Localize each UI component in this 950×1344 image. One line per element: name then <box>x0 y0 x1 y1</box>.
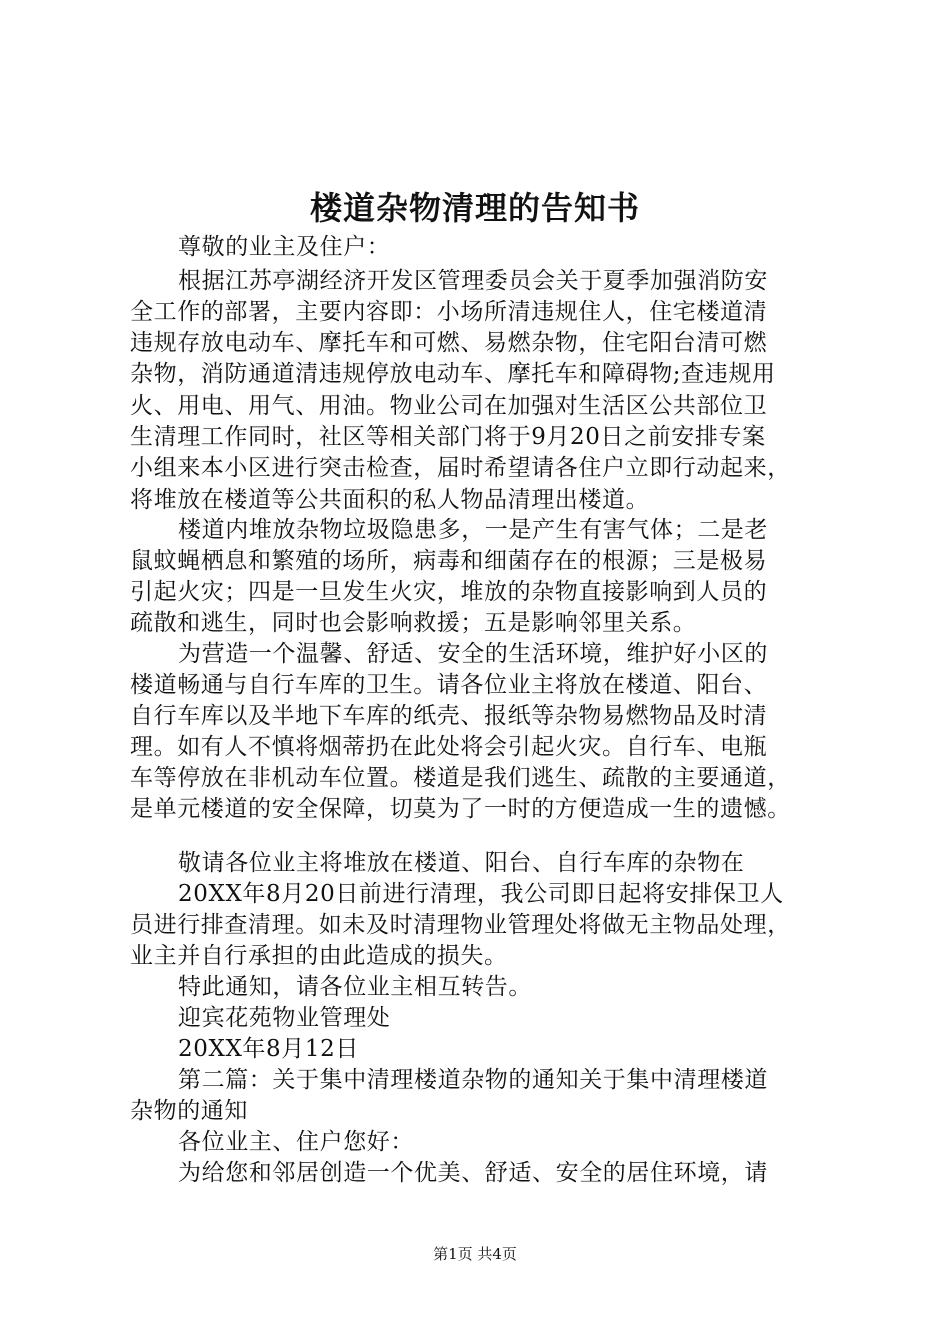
body-line: 将堆放在楼道等公共面积的私人物品清理出楼道。 <box>130 487 650 513</box>
body-line: 理。如有人不慎将烟蒂扔在此处将会引起火灾。自行车、电瓶 <box>130 734 768 760</box>
body-line: 疏散和逃生，同时也会影响救援；五是影响邻里关系。 <box>130 610 697 636</box>
body-line: 引起火灾；四是一旦发生火灾，堆放的杂物直接影响到人员的 <box>130 579 768 605</box>
body-line: 小组来本小区进行突击检查，届时希望请各住户立即行动起来， <box>130 455 791 481</box>
body-line: 违规存放电动车、摩托车和可燃、易燃杂物，住宅阳台清可燃 <box>130 330 768 356</box>
body-line: 楼道内堆放杂物垃圾隐患多，一是产生有害气体；二是老 <box>178 517 768 543</box>
body-line: 自行车库以及半地下车库的纸壳、报纸等杂物易燃物品及时清 <box>130 703 768 729</box>
body-line: 杂物，消防通道清违规停放电动车、摩托车和障碍物;查违规用 <box>130 361 776 387</box>
page-title: 楼道杂物清理的告知书 <box>309 189 640 227</box>
body-line: 车等停放在非机动车位置。楼道是我们逃生、疏散的主要通道， <box>130 765 791 791</box>
body-line: 鼠蚊蝇栖息和繁殖的场所，病毒和细菌存在的根源；三是极易 <box>130 548 768 574</box>
signature-org: 迎宾花苑物业管理处 <box>178 1005 391 1031</box>
signature-date: 20XX年8月12日 <box>178 1036 359 1062</box>
body-line: 根据江苏亭湖经济开发区管理委员会关于夏季加强消防安 <box>178 268 768 294</box>
page-number: 第1页 共4页 <box>433 1245 517 1263</box>
section-heading: 第二篇：关于集中清理楼道杂物的通知关于集中清理楼道 <box>178 1067 768 1093</box>
salutation: 尊敬的业主及住户： <box>178 234 391 260</box>
body-line: 是单元楼道的安全保障，切莫为了一时的方便造成一生的遗憾。 <box>130 796 791 822</box>
body-line: 业主并自行承担的由此造成的损失。 <box>130 943 508 969</box>
salutation: 各位业主、住户您好： <box>178 1129 414 1155</box>
body-line: 20XX年8月20日前进行清理，我公司即日起将安排保卫人 <box>178 881 784 907</box>
body-line: 生清理工作同时，社区等相关部门将于9月20日之前安排专案 <box>130 424 766 450</box>
body-line: 为营造一个温馨、舒适、安全的生活环境，维护好小区的 <box>178 641 768 667</box>
body-line: 火、用电、用气、用油。物业公司在加强对生活区公共部位卫 <box>130 393 768 419</box>
body-line: 员进行排查清理。如未及时清理物业管理处将做无主物品处理， <box>130 912 791 938</box>
body-line: 敬请各位业主将堆放在楼道、阳台、自行车库的杂物在 <box>178 850 745 876</box>
closing-line: 特此通知，请各位业主相互转告。 <box>178 974 532 1000</box>
body-line: 为给您和邻居创造一个优美、舒适、安全的居住环境，请 <box>178 1160 768 1186</box>
body-line: 楼道畅通与自行车库的卫生。请各位业主将放在楼道、阳台、 <box>130 672 768 698</box>
section-heading: 杂物的通知 <box>130 1098 248 1124</box>
body-line: 全工作的部署，主要内容即：小场所清违规住人，住宅楼道清 <box>130 299 768 325</box>
